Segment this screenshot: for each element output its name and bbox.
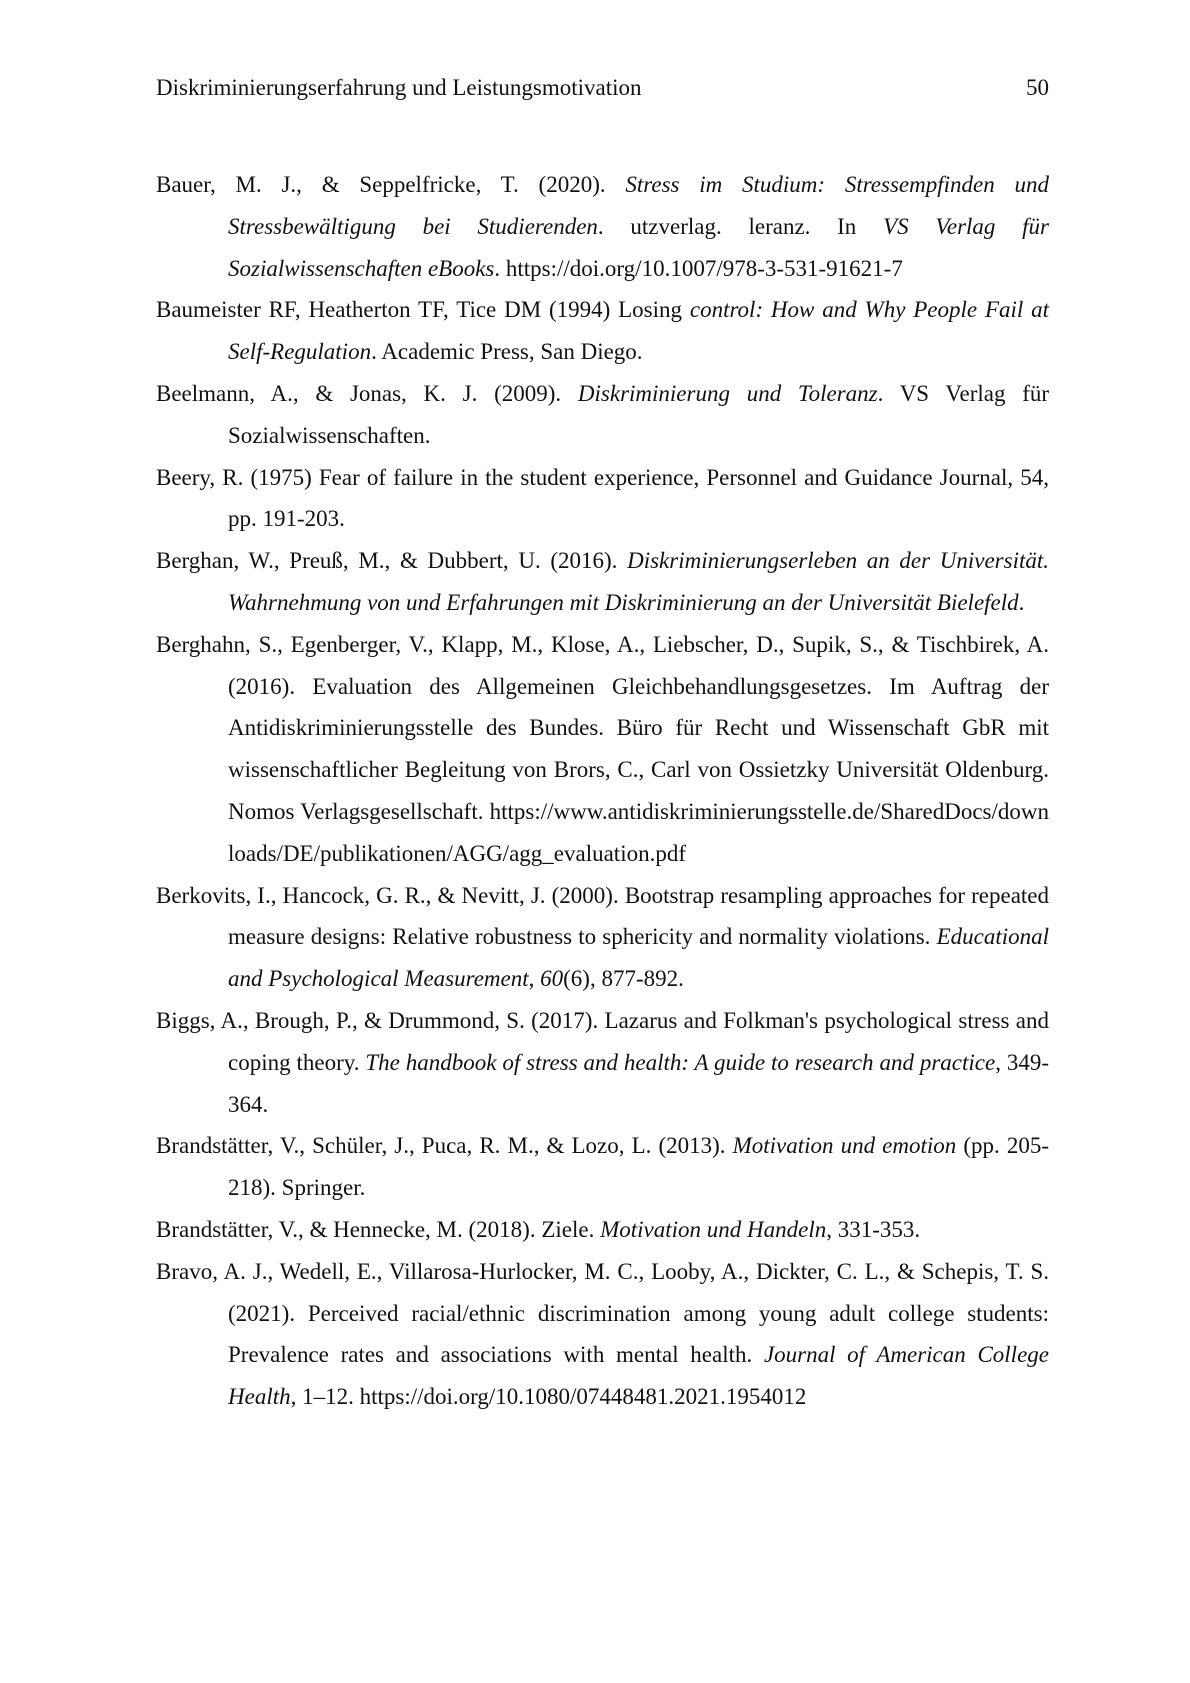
reference-text: Berkovits, I., Hancock, G. R., & Nevitt, J. (2000). Bootstrap resampling approaches for repeated measure designs: Relative robustness to sphericity and normality violations. [156, 882, 1049, 950]
reference-text: Bauer, M. J., & Seppelfricke, T. (2020). [156, 172, 626, 197]
reference-text: . VS Verlag für Sozialwissenschaften. [228, 380, 1050, 448]
reference-title: Journal of American College Health [228, 1342, 1049, 1410]
reference-entry [156, 457, 1049, 541]
running-head [156, 72, 1049, 104]
reference-entry [156, 1209, 1049, 1251]
reference-text: Brandstätter, V., & Hennecke, M. (2018). Ziele. [156, 1216, 601, 1242]
reference-entry [156, 1125, 1049, 1209]
reference-text: . https://doi.org/10.1007/978-3-531-91621-7 [494, 255, 903, 281]
reference-text: Brandstätter, V., Schüler, J., Puca, R. M., & Lozo, L. (2013). [156, 1133, 733, 1159]
page-number: 50 [1026, 75, 1049, 100]
reference-text: , 331-353. [826, 1216, 921, 1242]
reference-text: . utzverlag. leranz. In [597, 213, 884, 239]
reference-title: control: How and Why People Fail at Self-Regulation [228, 297, 1049, 365]
reference-text: Beery, R. (1975) Fear of failure in the student experience, Personnel and Guidance Journal, 54, pp. 191-203. [156, 464, 1049, 532]
reference-text: Bravo, A. J., Wedell, E., Villarosa-Hurlocker, M. C., Looby, A., Dickter, C. L., & Schepis, T. S. (2021). Perceived racial/ethnic discrimination among young adult college students: Prevalence rates and associations with mental health. [156, 1258, 1049, 1368]
reference-title: Motivation und Handeln [600, 1216, 827, 1242]
reference-text: Berghahn, S., Egenberger, V., Klapp, M., Klose, A., Liebscher, D., Supik, S., & Tischbirek, A. (2016). Evaluation des Allgemeinen Gleichbehandlungsgesetzes. Im Auftrag der Antidiskriminierungsstelle des Bundes. Büro für Recht und Wissenschaft GbR mit wissenschaftlicher Begleitung von Brors, C., Carl von Ossietzky Universität Oldenburg. Nomos Verlagsgesellschaft. [156, 631, 1049, 824]
running-head-title: Diskriminierungserfahrung und Leistungsmotivation [156, 75, 642, 100]
reference-text: . [1018, 589, 1025, 615]
reference-list [156, 164, 1049, 1418]
reference-text: , [528, 966, 541, 992]
reference-title: The handbook of stress and health: A guide to research and practice [365, 1049, 996, 1075]
reference-entry [156, 1000, 1049, 1125]
reference-title: Motivation und emotion [732, 1133, 957, 1159]
reference-entry [156, 1251, 1049, 1418]
reference-text: (pp. 205-218). Springer. [228, 1133, 1049, 1201]
reference-text: Baumeister RF, Heatherton TF, Tice DM (1994) Losing [156, 297, 690, 323]
reference-title: Diskriminierungserleben an der Universität. Wahrnehmung von und Erfahrungen mit Diskriminierung an der Universität Bielefeld [228, 548, 1049, 615]
reference-text: Beelmann, A., & Jonas, K. J. (2009). [156, 380, 578, 406]
reference-entry [156, 164, 1049, 289]
reference-title: VS Verlag für Sozialwissenschaften eBooks [228, 213, 1049, 281]
reference-entry [156, 373, 1049, 457]
reference-title: Educational and Psychological Measurement [228, 924, 1049, 992]
reference-title: Stress im Studium: Stressempfinden und Stressbewältigung bei Studierenden [228, 172, 1049, 239]
reference-text: Biggs, A., Brough, P., & Drummond, S. (2017). Lazarus and Folkman's psychological stress and coping theory. [156, 1007, 1049, 1075]
reference-text: , 1–12. https://doi.org/10.1080/07448481.2021.1954012 [290, 1384, 807, 1410]
reference-text: . Academic Press, San Diego. [371, 339, 643, 365]
reference-entry [156, 624, 1049, 875]
reference-url: https://www.antidiskriminierungsstelle.de/SharedDocs/downloads/DE/publikationen/AGG/agg_evaluation.pdf [228, 798, 1049, 866]
reference-text: (6), 877-892. [563, 966, 684, 992]
reference-entry [156, 540, 1049, 624]
reference-entry [156, 289, 1049, 373]
reference-title: Diskriminierung und Toleranz [577, 380, 878, 406]
reference-text: , 349-364. [228, 1049, 1049, 1117]
reference-entry [156, 875, 1049, 1000]
reference-text: Berghan, W., Preuß, M., & Dubbert, U. (2016). [156, 548, 628, 574]
reference-title: 60 [540, 966, 564, 992]
